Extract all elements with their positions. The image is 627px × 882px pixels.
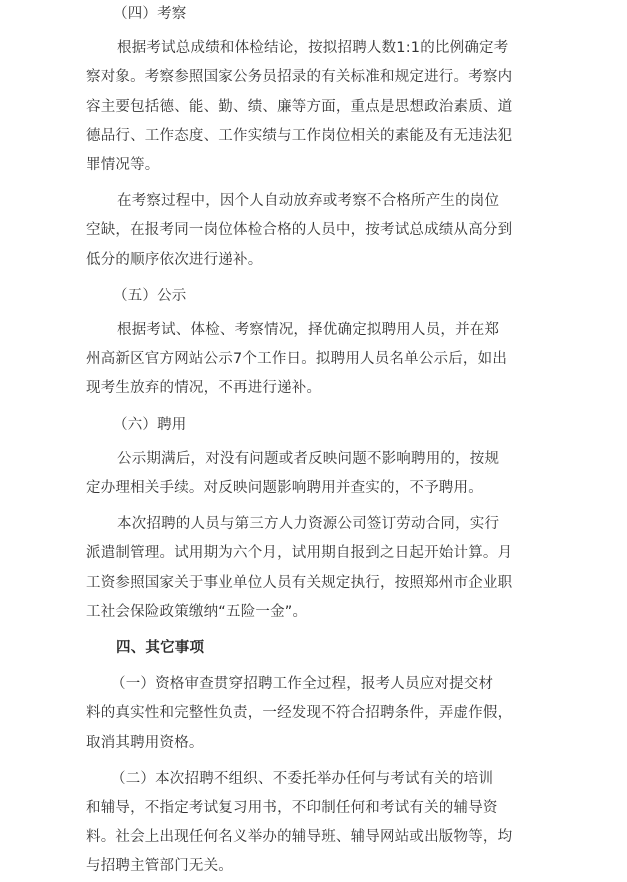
text-line: 州高新区官方网站公示7个工作日。拟聘用人员名单公示后，如出 <box>86 351 508 368</box>
text-line: 德品行、工作态度、工作实绩与工作岗位相关的素能及有无违法犯 <box>86 127 513 144</box>
section-heading-publicity: （五）公示 <box>113 287 187 304</box>
paragraph <box>86 765 572 882</box>
text-line: 工资参照国家关于事业单位人员有关规定执行，按照郑州市企业职 <box>86 574 513 591</box>
text-line: 现考生放弃的情况，不再进行递补。 <box>86 380 322 397</box>
text-line: 罪情况等。 <box>86 157 160 174</box>
text-line: 取消其聘用资格。 <box>86 734 204 751</box>
section-heading-inspection: （四）考察 <box>113 6 187 22</box>
text-line: （二）本次招聘不组织、不委托举办任何与考试有关的培训 <box>111 770 494 787</box>
paragraph <box>86 510 572 627</box>
paragraph <box>86 34 572 180</box>
text-line: 根据考试、体检、考察情况，择优确定拟聘用人员，并在郑 <box>117 322 500 339</box>
text-line: 料的真实性和完整性负责，一经发现不符合招聘条件，弄虚作假， <box>86 705 513 722</box>
text-line: 空缺，在报考同一岗位体检合格的人员中，按考试总成绩从高分到 <box>86 222 513 239</box>
text-line: 派遣制管理。试用期为六个月，试用期自报到之日起开始计算。月 <box>86 545 513 562</box>
text-line: 本次招聘的人员与第三方人力资源公司签订劳动合同，实行 <box>117 516 500 533</box>
text-line: 公示期满后，对没有问题或者反映问题不影响聘用的，按规 <box>117 450 500 467</box>
text-line: 根据考试总成绩和体检结论，按拟招聘人数1:1的比例确定考 <box>117 40 509 57</box>
paragraph <box>86 670 572 758</box>
text-line: 与招聘主管部门无关。 <box>86 858 233 875</box>
text-line: 料。社会上出现任何名义举办的辅导班、辅导网站或出版物等，均 <box>86 829 513 846</box>
text-line: 和辅导，不指定考试复习用书，不印制任何和考试有关的辅导资 <box>86 800 498 817</box>
text-line: 在考察过程中，因个人自动放弃或考察不合格所产生的岗位 <box>117 193 500 210</box>
paragraph <box>86 445 572 503</box>
text-line: （一）资格审查贯穿招聘工作全过程，报考人员应对提交材 <box>111 676 494 693</box>
main-heading-other-matters: 四、其它事项 <box>116 640 205 657</box>
text-line: 察对象。考察参照国家公务员招录的有关标准和规定进行。考察内 <box>86 69 513 86</box>
text-line: 工社会保险政策缴纳“五险一金”。 <box>86 603 308 620</box>
section-heading-hiring: （六）聘用 <box>113 416 187 433</box>
text-line: 低分的顺序依次进行递补。 <box>86 251 263 268</box>
text-line: 定办理相关手续。对反映问题影响聘用并查实的，不予聘用。 <box>86 480 483 497</box>
text-line: 容主要包括德、能、勤、绩、廉等方面，重点是思想政治素质、道 <box>86 98 513 115</box>
paragraph <box>86 187 572 275</box>
paragraph <box>86 316 572 404</box>
